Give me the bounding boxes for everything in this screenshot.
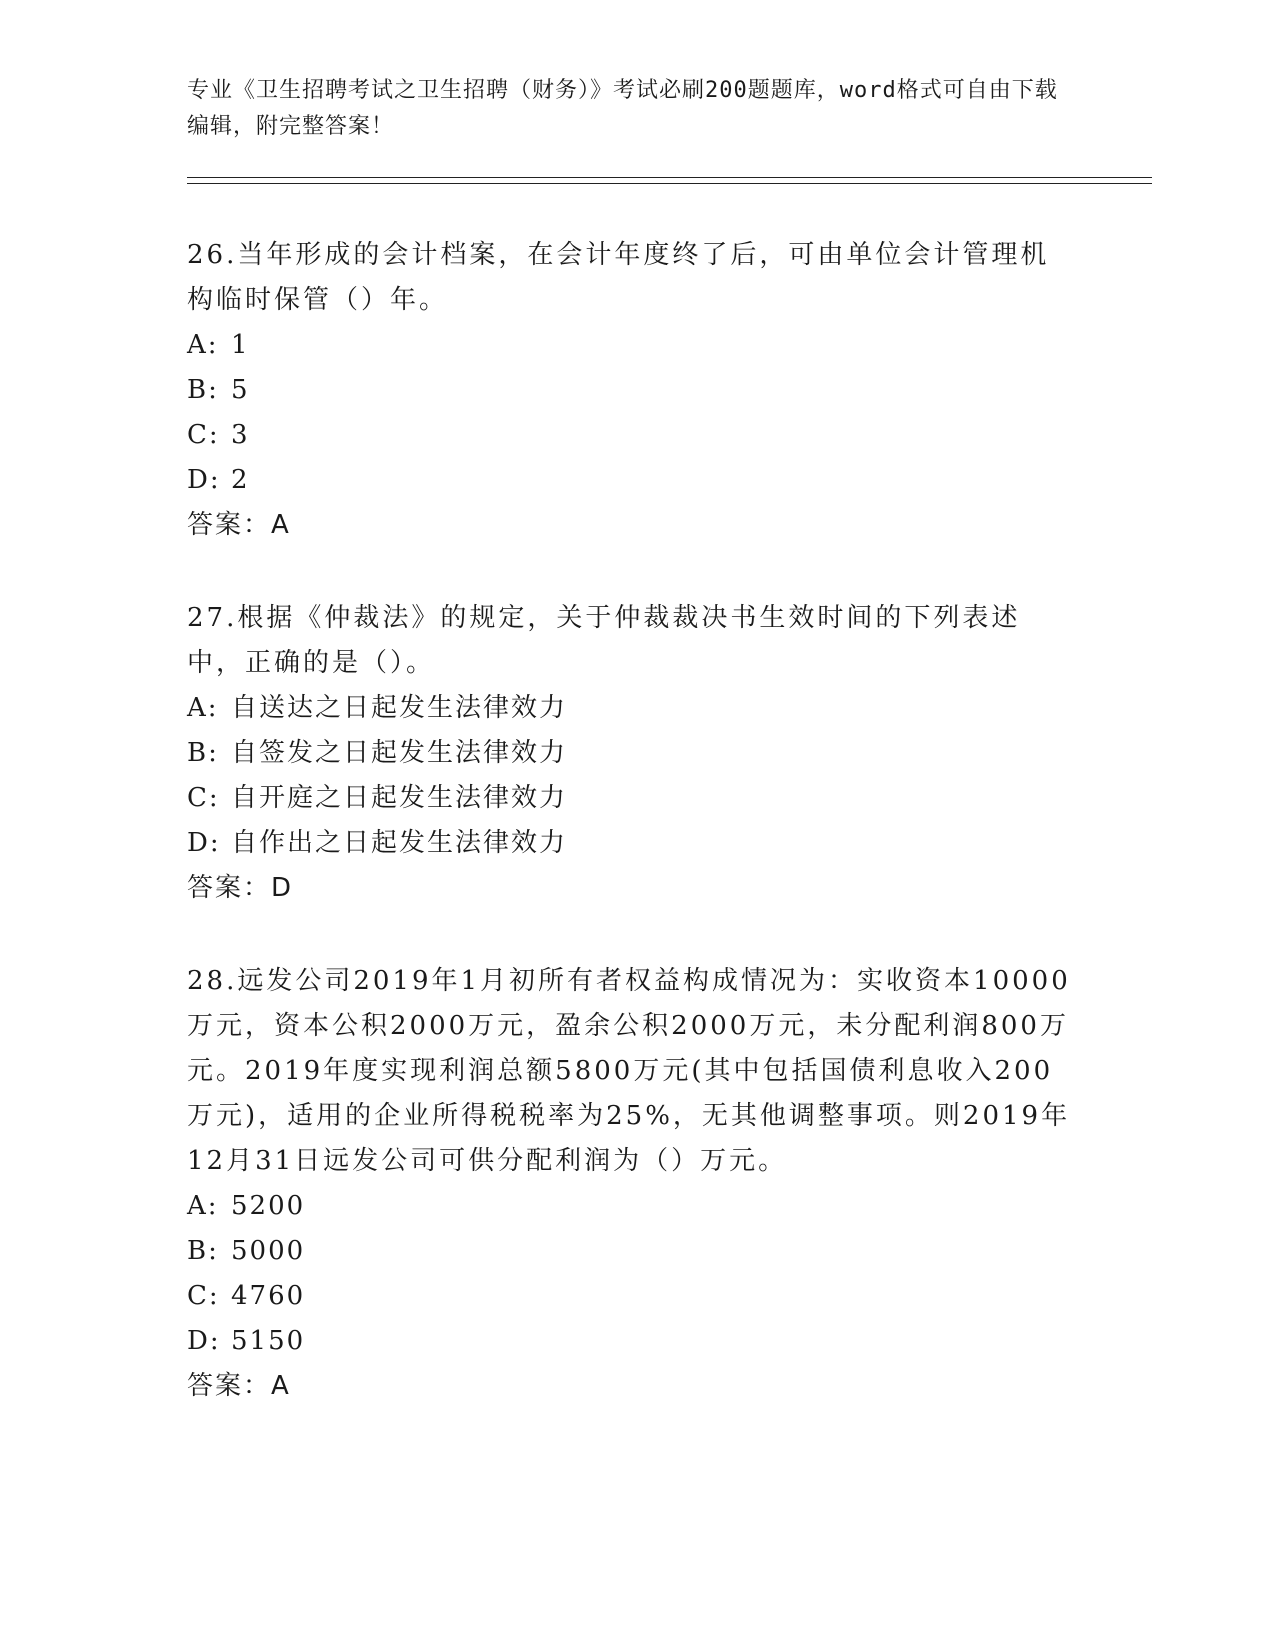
option-key: D:	[187, 828, 221, 858]
option-key: A:	[187, 1191, 219, 1221]
option-key: D:	[187, 1326, 221, 1356]
question-stem: 26.当年形成的会计档案，在会计年度终了后，可由单位会计管理机构临时保管（）年。	[187, 240, 1050, 315]
option-key: A:	[187, 693, 219, 723]
option-d	[187, 458, 1077, 503]
option-key: C:	[187, 420, 220, 450]
option-text: 1	[231, 330, 250, 360]
option-key: B:	[187, 1236, 219, 1266]
option-c	[187, 776, 1077, 821]
option-a	[187, 686, 1077, 731]
option-text: 5	[231, 375, 250, 405]
option-b	[187, 1229, 1077, 1274]
option-text: 5200	[231, 1191, 306, 1221]
option-text: 5000	[231, 1236, 306, 1266]
option-text: 自签发之日起发生法律效力	[231, 738, 568, 768]
option-text: 自开庭之日起发生法律效力	[231, 783, 568, 813]
option-text: 3	[231, 420, 250, 450]
option-key: B:	[187, 738, 219, 768]
option-text: 2	[231, 465, 250, 495]
option-key: A:	[187, 330, 219, 360]
option-text: 自作出之日起发生法律效力	[231, 828, 568, 858]
header-divider-top	[187, 177, 1152, 178]
question-26	[187, 233, 1077, 548]
document-header: 专业《卫生招聘考试之卫生招聘（财务）》考试必刷200题题库，word格式可自由下载编辑，附完整答案！	[187, 78, 1058, 139]
option-key: D:	[187, 465, 221, 495]
option-text: 自送达之日起发生法律效力	[231, 693, 568, 723]
option-c	[187, 1274, 1077, 1319]
option-d	[187, 1319, 1077, 1364]
option-key: C:	[187, 783, 220, 813]
header-divider-bottom	[187, 183, 1152, 184]
answer-line: 答案：D	[187, 873, 294, 903]
answer-line: 答案：A	[187, 1371, 291, 1401]
option-b	[187, 731, 1077, 776]
option-b	[187, 368, 1077, 413]
option-key: C:	[187, 1281, 220, 1311]
question-27	[187, 596, 1077, 911]
option-c	[187, 413, 1077, 458]
option-text: 4760	[231, 1281, 306, 1311]
option-text: 5150	[231, 1326, 306, 1356]
answer-line: 答案：A	[187, 510, 291, 540]
question-28	[187, 959, 1077, 1409]
option-a	[187, 1184, 1077, 1229]
option-d	[187, 821, 1077, 866]
question-stem: 28.远发公司2019年1月初所有者权益构成情况为：实收资本10000万元，资本公积2000万元，盈余公积2000万元，未分配利润800万元。2019年度实现利润总额5800万元(其中包括国债利息收入200万元)，适用的企业所得税税率为25%，无其他调整事项。则2019年12月31日远发公司可供分配利润为（）万元。	[187, 966, 1071, 1176]
question-stem: 27.根据《仲裁法》的规定，关于仲裁裁决书生效时间的下列表述中，正确的是（）。	[187, 603, 1021, 678]
option-key: B:	[187, 375, 219, 405]
option-a	[187, 323, 1077, 368]
